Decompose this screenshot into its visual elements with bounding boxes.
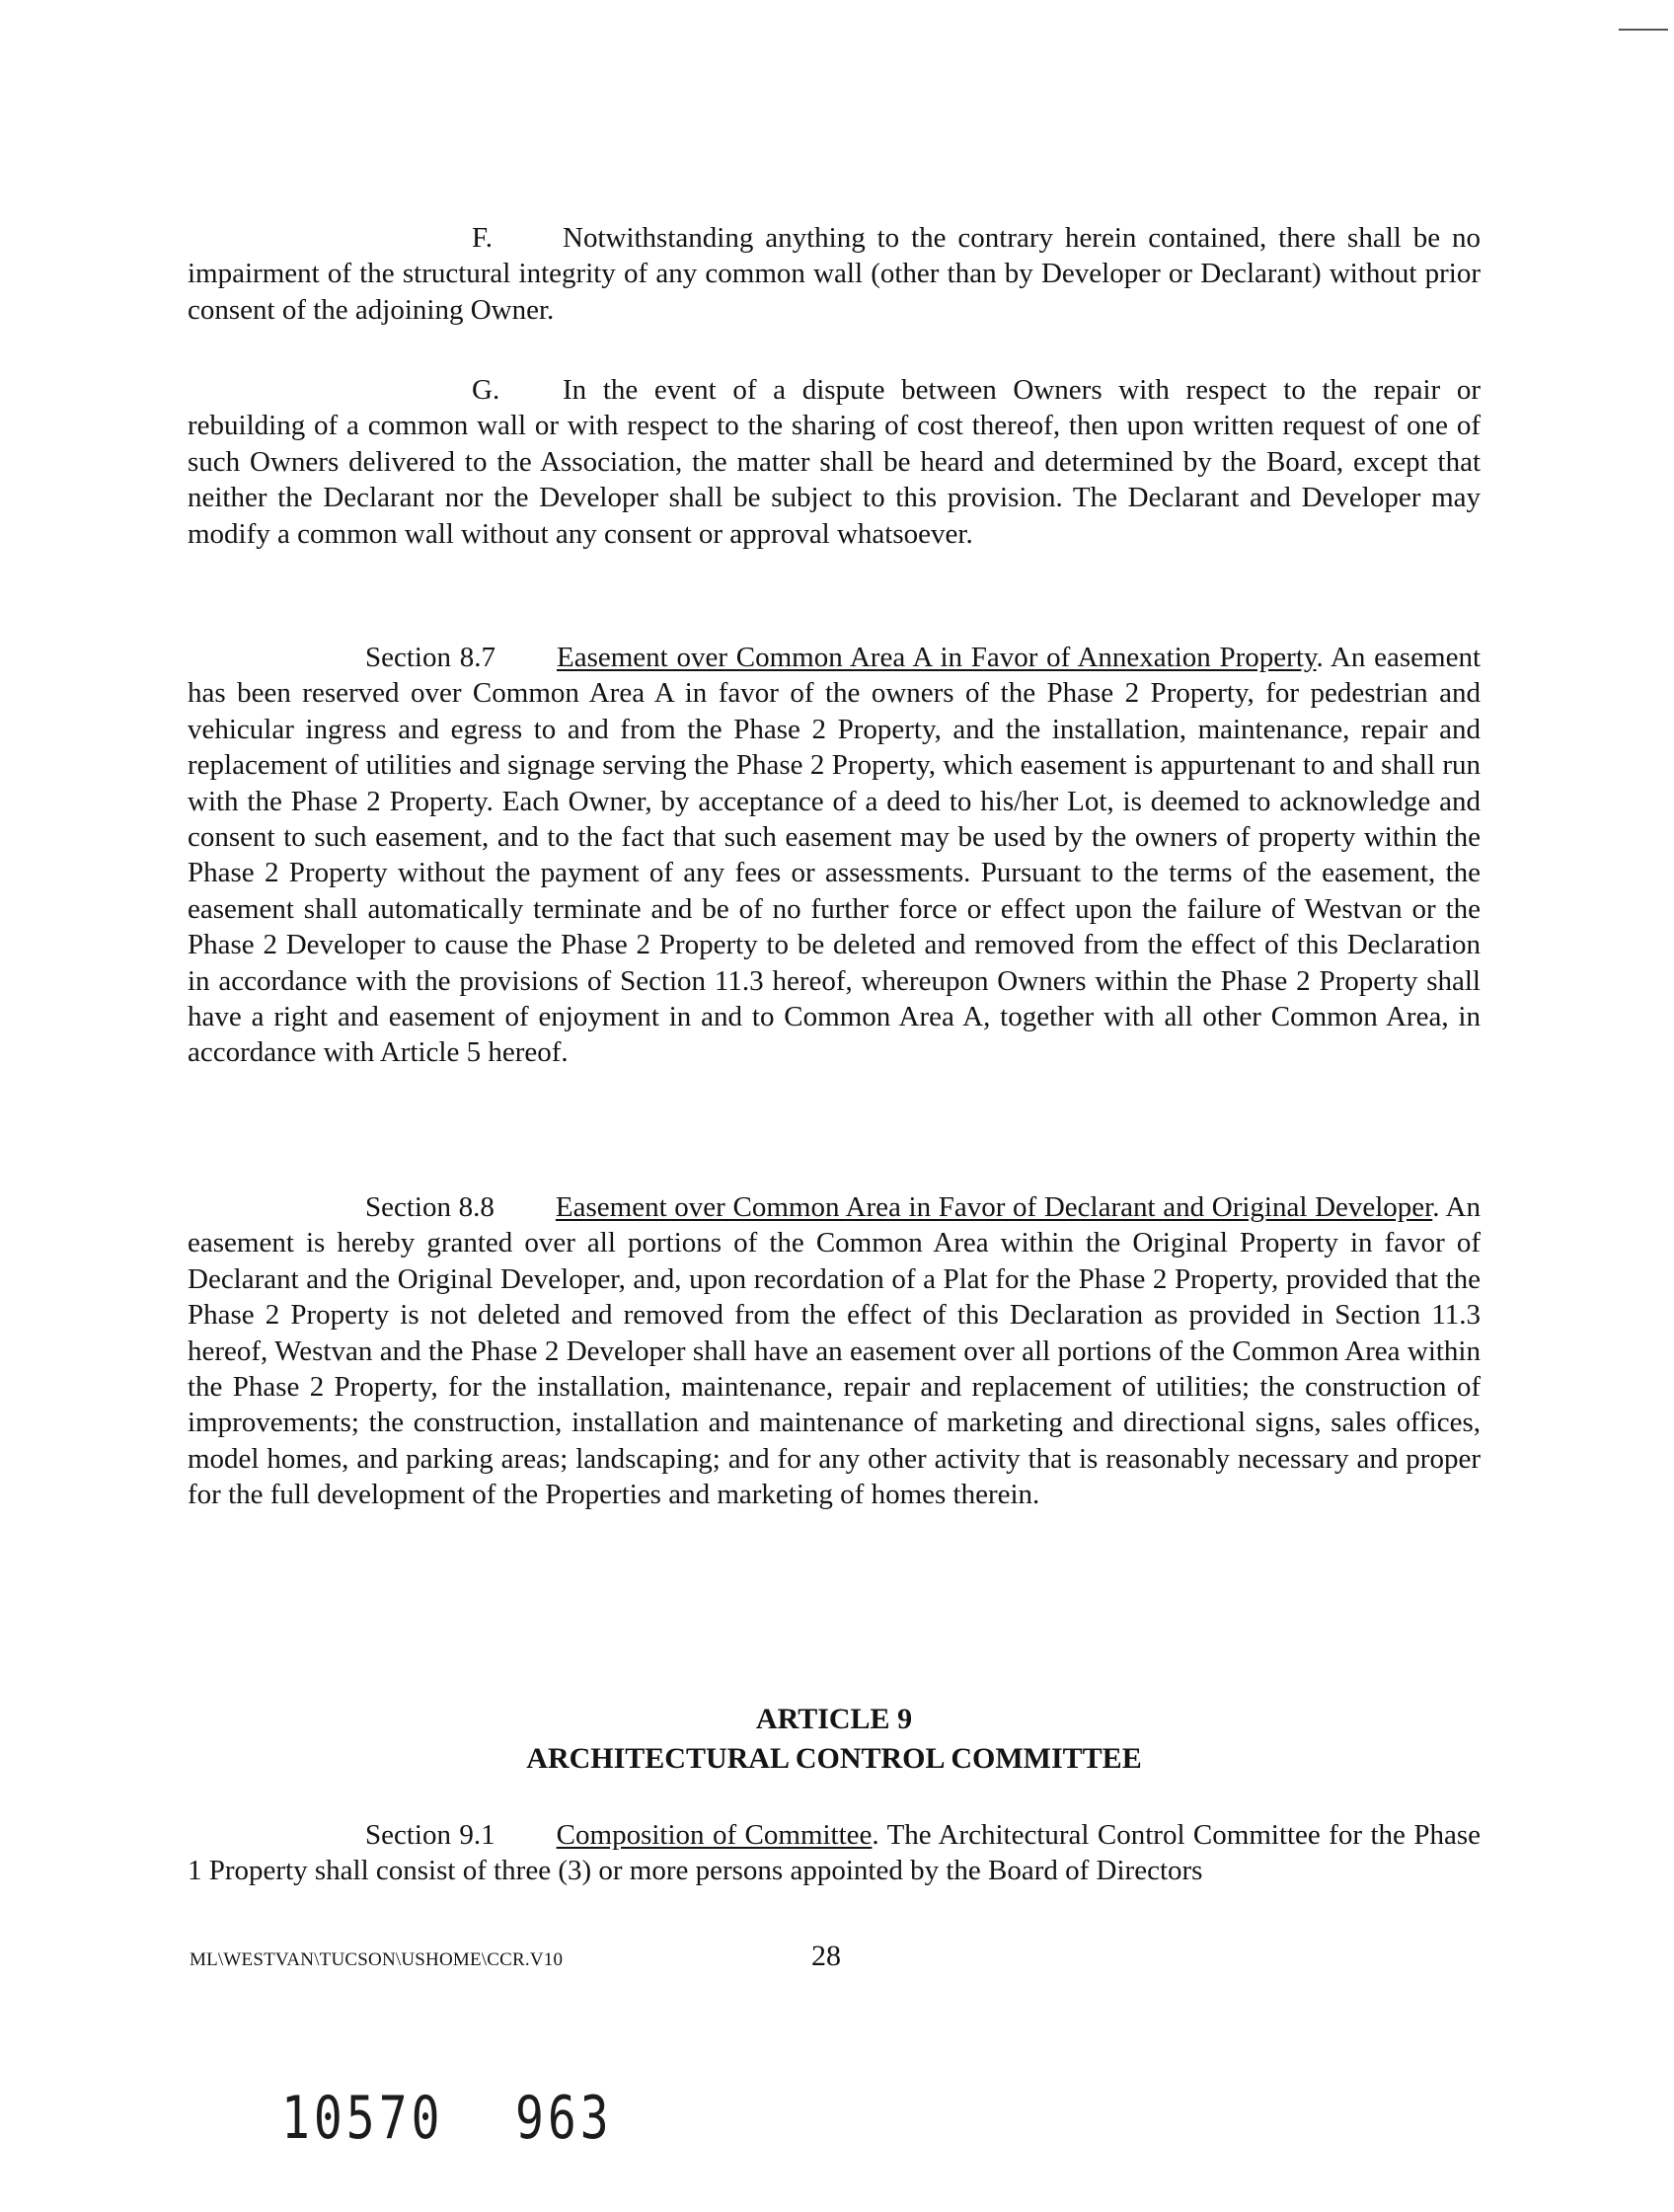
paragraph-f-letter: F. (472, 222, 494, 254)
section-8-8-label: Section 8.8 (365, 1191, 495, 1223)
paragraph-g (188, 372, 1481, 552)
paragraph-f (188, 220, 1481, 328)
section-8-8-title: Easement over Common Area in Favor of Declarant and Original Developer (555, 1191, 1433, 1223)
article-9-number: ARTICLE 9 (755, 1703, 913, 1735)
section-8-7-body: . An easement has been reserved over Common Area A in favor of the owners of the Phase 2 Property, for pedestrian and vehicular ingress and egress to and from the Phase 2 Property, and the installation, maintenance, repair and replacement of utilities and signage serving the Phase 2 Property, which easement is appurtenant to and shall run with the Phase 2 Property. Each Owner, by acceptance of a deed to his/her Lot, is deemed to acknowledge and consent to such easement, and to the fact that such easement may be used by the owners of property within the Phase 2 Property without the payment of any fees or assessments. Pursuant to the terms of the easement, the easement shall automatically terminate and be of no further force or effect upon the failure of Westvan or the Phase 2 Developer to cause the Phase 2 Property to be deleted and removed from the effect of this Declaration in accordance with the provisions of Section 11.3 hereof, whereupon Owners within the Phase 2 Property shall have a right and easement of enjoyment in and to Common Area A, together with all other Common Area, in accordance with Article 5 hereof. (188, 642, 1481, 1069)
corner-scan-mark (1619, 29, 1668, 31)
section-8-7-label: Section 8.7 (365, 642, 495, 673)
section-8-7-title: Easement over Common Area A in Favor of Annexation Property (557, 642, 1317, 673)
section-9-1-label: Section 9.1 (365, 1819, 495, 1851)
paragraph-g-text: In the event of a dispute between Owners with respect to the repair or rebuilding of a common wall or with respect to the sharing of cost thereof, then upon written request of one of such Owners delivered to the Association, the matter shall be heard and determined by the Board, except that neither the Declarant nor the Developer shall be subject to this provision. The Declarant and Developer may modify a common wall without any consent or approval whatsoever. (188, 374, 1481, 550)
section-8-8 (188, 1189, 1481, 1513)
section-9-1 (188, 1817, 1481, 1889)
footer-file-path: ML\WESTVAN\TUCSON\USHOME\CCR.V10 (190, 1949, 564, 1970)
page-number: 28 (811, 1940, 841, 1972)
paragraph-f-text: Notwithstanding anything to the contrary herein contained, there shall be no impairment of the structural integrity of any common wall (other than by Developer or Declarant) without prior consent of the adjoining Owner. (188, 222, 1481, 326)
recording-page-number: 963 (515, 2084, 613, 2153)
paragraph-g-letter: G. (472, 374, 500, 406)
article-9-title: ARCHITECTURAL CONTROL COMMITTEE (526, 1742, 1142, 1775)
section-8-8-body: . An easement is hereby granted over all portions of the Common Area within the Original Property in favor of Declarant and the Original Developer, and, upon recordation of a Plat for the Phase 2 Property, provided that the Phase 2 Property is not deleted and removed from the effect of this Declaration as provided in Section 11.3 hereof, Westvan and the Phase 2 Developer shall have an easement over all portions of the Common Area within the Phase 2 Property, for the installation, maintenance, repair and replacement of utilities; the construction of improvements; the construction, installation and maintenance of marketing and directional signs, sales offices, model homes, and parking areas; landscaping; and for any other activity that is reasonably necessary and proper for the full development of the Properties and marketing of homes therein. (188, 1191, 1482, 1511)
section-9-1-title: Composition of Committee (556, 1819, 873, 1851)
section-9-1-body: . The Architectural Control Committee for the Phase 1 Property shall consist of three (3) or more persons appointed by the Board of Directors (188, 1819, 1481, 1887)
section-8-7 (188, 640, 1481, 1071)
recording-book-number: 10570 (281, 2084, 444, 2153)
